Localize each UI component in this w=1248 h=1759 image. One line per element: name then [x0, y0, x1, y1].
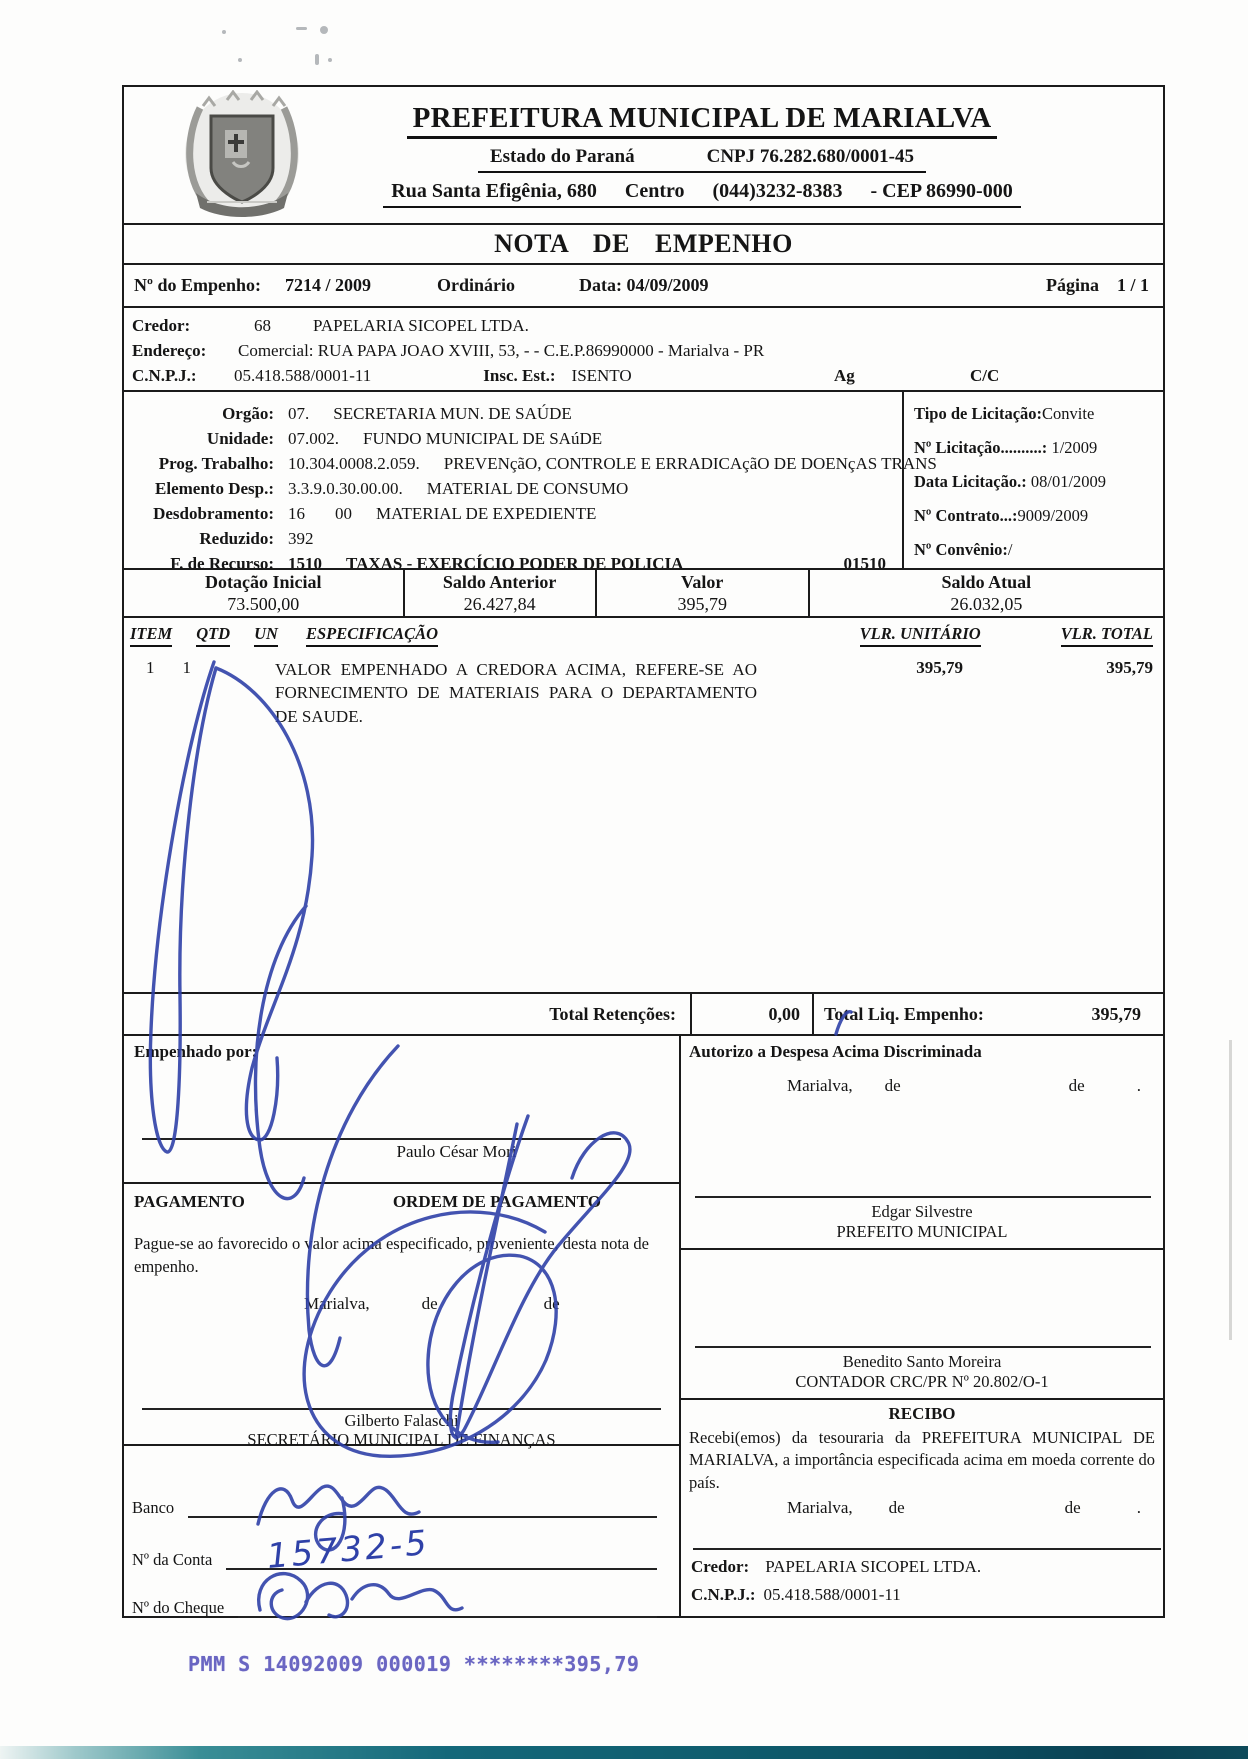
unidade-desc: FUNDO MUNICIPAL DE SAúDE: [363, 428, 603, 448]
col-item: ITEM: [130, 624, 172, 647]
creditor-section: [122, 306, 1165, 392]
creditor-label: Credor:: [132, 315, 191, 335]
empenho-number: 7214 / 2009: [284, 275, 371, 295]
items-header-row: [124, 618, 1163, 652]
dotacao-inicial-label: Dotação Inicial: [205, 571, 322, 592]
finance-secretary-role: SECRETÁRIO MUNICIPAL DE FINANÇAS: [247, 1430, 556, 1449]
address-row: [132, 338, 1155, 363]
valor-value: 395,79: [677, 593, 727, 614]
cnpj-label: CNPJ 76.282.680/0001-45: [706, 146, 915, 167]
accountant-role: CONTADOR CRC/PR Nº 20.802/O-1: [795, 1372, 1049, 1391]
num-convenio-value: /: [1007, 540, 1013, 559]
empenhado-signer-name: Paulo César Mori: [396, 1142, 517, 1161]
prog-trabalho-row: [124, 451, 937, 476]
dotacao-inicial-value: 73.500,00: [227, 593, 300, 614]
items-section: [122, 616, 1165, 1036]
page-number: 1 / 1: [1116, 275, 1149, 295]
municipality-title: PREFEITURA MUNICIPAL DE MARIALVA: [407, 102, 998, 139]
empenho-number-row: [122, 263, 1165, 308]
prog-trabalho-label: Prog. Trabalho:: [158, 453, 274, 473]
scan-edge-shadow: [1229, 1040, 1232, 1340]
state-label: Estado do Paraná: [489, 146, 635, 167]
recibo-block: [681, 1400, 1163, 1616]
signature-line: [142, 1408, 661, 1410]
cnpj-row: [132, 363, 1155, 388]
creditor-code: 68: [254, 315, 271, 335]
col-vlr-unitario: VLR. UNITÁRIO: [860, 624, 981, 647]
desdobramento-label: Desdobramento:: [153, 503, 274, 523]
num-licitacao-value: 1/2009: [1051, 438, 1098, 457]
de-1: de: [421, 1294, 438, 1314]
col-vlr-total: VLR. TOTAL: [1061, 624, 1153, 647]
place-name: Marialva,: [787, 1497, 853, 1517]
de-2: de: [1068, 1076, 1085, 1095]
signature-line: [693, 1548, 1161, 1550]
item-total-price: 395,79: [1106, 658, 1153, 677]
signatures-section: [122, 1034, 1165, 1618]
de-1: de: [888, 1497, 905, 1517]
conta-field: [132, 1542, 657, 1570]
scan-speck: [296, 27, 307, 30]
scan-speck: [222, 30, 226, 34]
pagamento-title: PAGAMENTO: [134, 1192, 245, 1211]
recibo-cnpj-label: C.N.P.J.:: [691, 1585, 756, 1604]
page-indicator: [1046, 275, 1149, 296]
orgao-code: 07.: [288, 403, 310, 423]
item-description: VALOR EMPENHADO A CREDORA ACIMA, REFERE-SE AO FORNECIMENTO DE MATERIAIS PARA O DEPARTAMENTO DE SAUDE.: [275, 660, 757, 726]
budget-classification-section: [122, 390, 1165, 573]
banco-fill-line: [188, 1488, 657, 1518]
signature-line: [142, 1138, 621, 1140]
empenhado-por-block: [124, 1036, 679, 1184]
conta-label: Nº da Conta: [132, 1550, 213, 1569]
address-row: [383, 180, 1020, 208]
state-registration-label: Insc. Est.:: [483, 365, 556, 385]
address-label: Endereço:: [132, 340, 207, 360]
de-2: de: [543, 1294, 560, 1314]
orgao-label: Orgão:: [222, 403, 274, 423]
place-name: Marialva,: [787, 1076, 853, 1095]
empenho-number-label: Nº do Empenho:: [134, 275, 261, 295]
cheque-fill-line: [238, 1588, 657, 1618]
desdobramento-code2: 00: [335, 503, 352, 523]
cep: - CEP 86990-000: [870, 180, 1013, 202]
saldo-atual-label: Saldo Atual: [941, 571, 1032, 592]
page-label: Página: [1045, 275, 1099, 295]
elemento-desp-code: 3.3.9.0.30.00.00.: [288, 478, 403, 498]
signature-line: [695, 1196, 1151, 1198]
bidding-info-column: [902, 392, 1163, 568]
cheque-label: Nº do Cheque: [132, 1598, 225, 1617]
creditor-cnpj: 05.418.588/0001-11: [234, 365, 372, 385]
cnpj-label: C.N.P.J.:: [132, 365, 197, 385]
num-convenio-label: Nº Convênio:: [914, 540, 1008, 559]
fonte-recurso-code: 1510: [288, 553, 322, 573]
de-1: de: [884, 1076, 901, 1095]
banco-field: [132, 1490, 657, 1518]
reduzido-code: 392: [288, 528, 314, 548]
col-qtd: QTD: [196, 624, 230, 647]
accountant-name: Benedito Santo Moreira: [842, 1352, 1002, 1371]
total-liquido-cell: [814, 994, 1163, 1034]
desdobramento-code: 16: [288, 503, 305, 523]
de-2: de: [1064, 1497, 1081, 1517]
col-especificacao: ESPECIFICAÇÃO: [306, 624, 438, 647]
recibo-text: Recebi(emos) da tesouraria da PREFEITURA MUNICIPAL DE MARIALVA, a importância especificada acima em moeda corrente do país.: [689, 1428, 1155, 1492]
unidade-code: 07.002.: [288, 428, 339, 448]
scan-speck: [328, 58, 332, 62]
total-retencoes-value: 0,00: [690, 994, 814, 1034]
finance-secretary-name: Gilberto Falaschi: [344, 1411, 459, 1430]
scanner-edge-bar: [0, 1746, 1248, 1759]
autorizo-block: [681, 1036, 1163, 1250]
account-label: C/C: [970, 365, 1000, 385]
conta-fill-line: [226, 1540, 657, 1570]
tipo-licitacao-value: Convite: [1042, 404, 1095, 423]
banco-label: Banco: [132, 1498, 175, 1517]
saldo-atual-cell: [810, 570, 1163, 616]
district: Centro: [624, 180, 685, 202]
reduzido-label: Reduzido:: [199, 528, 274, 548]
fonte-recurso-desc: TAXAS - EXERCÍCIO PODER DE POLICIA: [346, 553, 684, 573]
bank-fields-block: [124, 1446, 679, 1616]
empenho-type: Ordinário: [436, 275, 515, 295]
header-section: [122, 85, 1165, 225]
document-title: NOTA DE EMPENHO: [122, 223, 1165, 265]
elemento-desp-label: Elemento Desp.:: [155, 478, 274, 498]
cheque-field: [132, 1590, 657, 1618]
empenhado-por-label: Empenhado por:: [134, 1042, 258, 1061]
recibo-cnpj-row: [691, 1585, 901, 1605]
num-licitacao-row: [914, 438, 1159, 472]
recibo-cnpj-value: 05.418.588/0001-11: [763, 1585, 901, 1604]
data-licitacao-value: 08/01/2009: [1030, 472, 1107, 491]
elemento-desp-row: [124, 476, 902, 501]
unidade-row: [124, 426, 902, 451]
col-un: UN: [254, 624, 278, 647]
phone: (044)3232-8383: [712, 180, 843, 202]
valor-cell: [597, 570, 810, 616]
contador-block: [681, 1250, 1163, 1400]
totals-row: [124, 992, 1163, 1034]
fonte-recurso-label: F. de Recurso:: [170, 553, 274, 573]
reduzido-row: [124, 526, 902, 551]
num-licitacao-label: Nº Licitação..........:: [914, 438, 1048, 457]
pagamento-date-line: [134, 1294, 669, 1314]
period: .: [1136, 1076, 1141, 1095]
data-licitacao-row: [914, 472, 1159, 506]
total-liquido-value: 395,79: [1091, 1003, 1141, 1024]
item-row: [124, 658, 1163, 728]
left-column: [124, 1036, 681, 1616]
pagamento-titles: [134, 1192, 669, 1212]
saldo-atual-value: 26.032,05: [950, 593, 1023, 614]
recibo-credor-row: [691, 1557, 981, 1577]
creditor-name: PAPELARIA SICOPEL LTDA.: [313, 315, 529, 335]
mayor-role: PREFEITO MUNICIPAL: [836, 1222, 1008, 1241]
num-contrato-label: Nº Contrato...:: [914, 506, 1018, 525]
fonte-recurso-extra: 01510: [843, 553, 886, 573]
street-address: Rua Santa Efigênia, 680: [391, 180, 597, 202]
period: .: [1136, 1497, 1141, 1517]
creditor-address: Comercial: RUA PAPA JOAO XVIII, 53, - - C.E.P.86990000 - Marialva - PR: [238, 340, 765, 360]
recibo-date-line: [689, 1498, 1155, 1518]
recibo-credor-name: PAPELARIA SICOPEL LTDA.: [765, 1557, 982, 1576]
state-cnpj-row: [478, 146, 926, 173]
prog-trabalho-desc: PREVENçãO, CONTROLE E ERRADICAçãO DE DOENçAS TRANS: [443, 453, 937, 473]
saldo-anterior-value: 26.427,84: [463, 593, 536, 614]
state-registration-value: ISENTO: [571, 365, 632, 385]
recibo-credor-label: Credor:: [691, 1557, 750, 1576]
total-liquido-label: Total Liq. Empenho:: [824, 1003, 984, 1024]
scan-speck: [315, 54, 319, 65]
machine-print-line: PMM S 14092009 000019 ********395,79: [188, 1652, 640, 1676]
total-retencoes-label: Total Retenções:: [549, 1003, 676, 1024]
orgao-row: [124, 401, 902, 426]
agency-label: Ag: [834, 365, 855, 385]
dotacao-inicial-cell: [124, 570, 405, 616]
coat-of-arms-logo: [124, 87, 359, 223]
pagamento-block: [124, 1184, 679, 1449]
signature-line: [695, 1346, 1151, 1348]
pagamento-text: Pague-se ao favorecido o valor acima especificado, proveniente, desta nota de empenho.: [134, 1234, 649, 1277]
header-text-block: [359, 87, 1163, 223]
scan-speck: [238, 58, 242, 62]
prog-trabalho-code: 10.304.0008.2.059.: [288, 453, 420, 473]
amounts-row: [122, 568, 1165, 618]
saldo-anterior-cell: [405, 570, 597, 616]
tipo-licitacao-label: Tipo de Licitação:: [914, 404, 1043, 423]
unidade-label: Unidade:: [206, 428, 274, 448]
item-qty: 1: [182, 658, 191, 677]
tipo-licitacao-row: [914, 404, 1159, 438]
item-number: 1: [146, 658, 155, 677]
scan-speck: [320, 26, 328, 34]
nota-de-empenho-form: [122, 85, 1165, 1618]
elemento-desp-desc: MATERIAL DE CONSUMO: [426, 478, 629, 498]
num-contrato-value: 9009/2009: [1017, 506, 1089, 525]
autorizo-date-line: [689, 1076, 1155, 1096]
mayor-name: Edgar Silvestre: [871, 1202, 973, 1221]
right-column: [681, 1036, 1163, 1616]
place-name: Marialva,: [304, 1294, 370, 1314]
data-licitacao-label: Data Licitação.:: [914, 472, 1027, 491]
creditor-row: [132, 313, 1155, 338]
handwritten-account-number: 15732-5: [265, 1522, 432, 1577]
num-contrato-row: [914, 506, 1159, 540]
ordem-pagamento-title: ORDEM DE PAGAMENTO: [392, 1192, 601, 1211]
autorizo-title: Autorizo a Despesa Acima Discriminada: [689, 1042, 982, 1061]
budget-rows: [124, 392, 937, 573]
recibo-title: RECIBO: [888, 1404, 956, 1423]
item-unit-price: 395,79: [916, 658, 963, 677]
orgao-desc: SECRETARIA MUN. DE SAÚDE: [333, 403, 572, 423]
valor-label: Valor: [681, 571, 724, 592]
marialva-crest-icon: [181, 90, 303, 220]
saldo-anterior-label: Saldo Anterior: [442, 571, 557, 592]
empenho-date: Data: 04/09/2009: [579, 275, 709, 295]
desdobramento-desc: MATERIAL DE EXPEDIENTE: [376, 503, 597, 523]
desdobramento-row: [124, 501, 902, 526]
